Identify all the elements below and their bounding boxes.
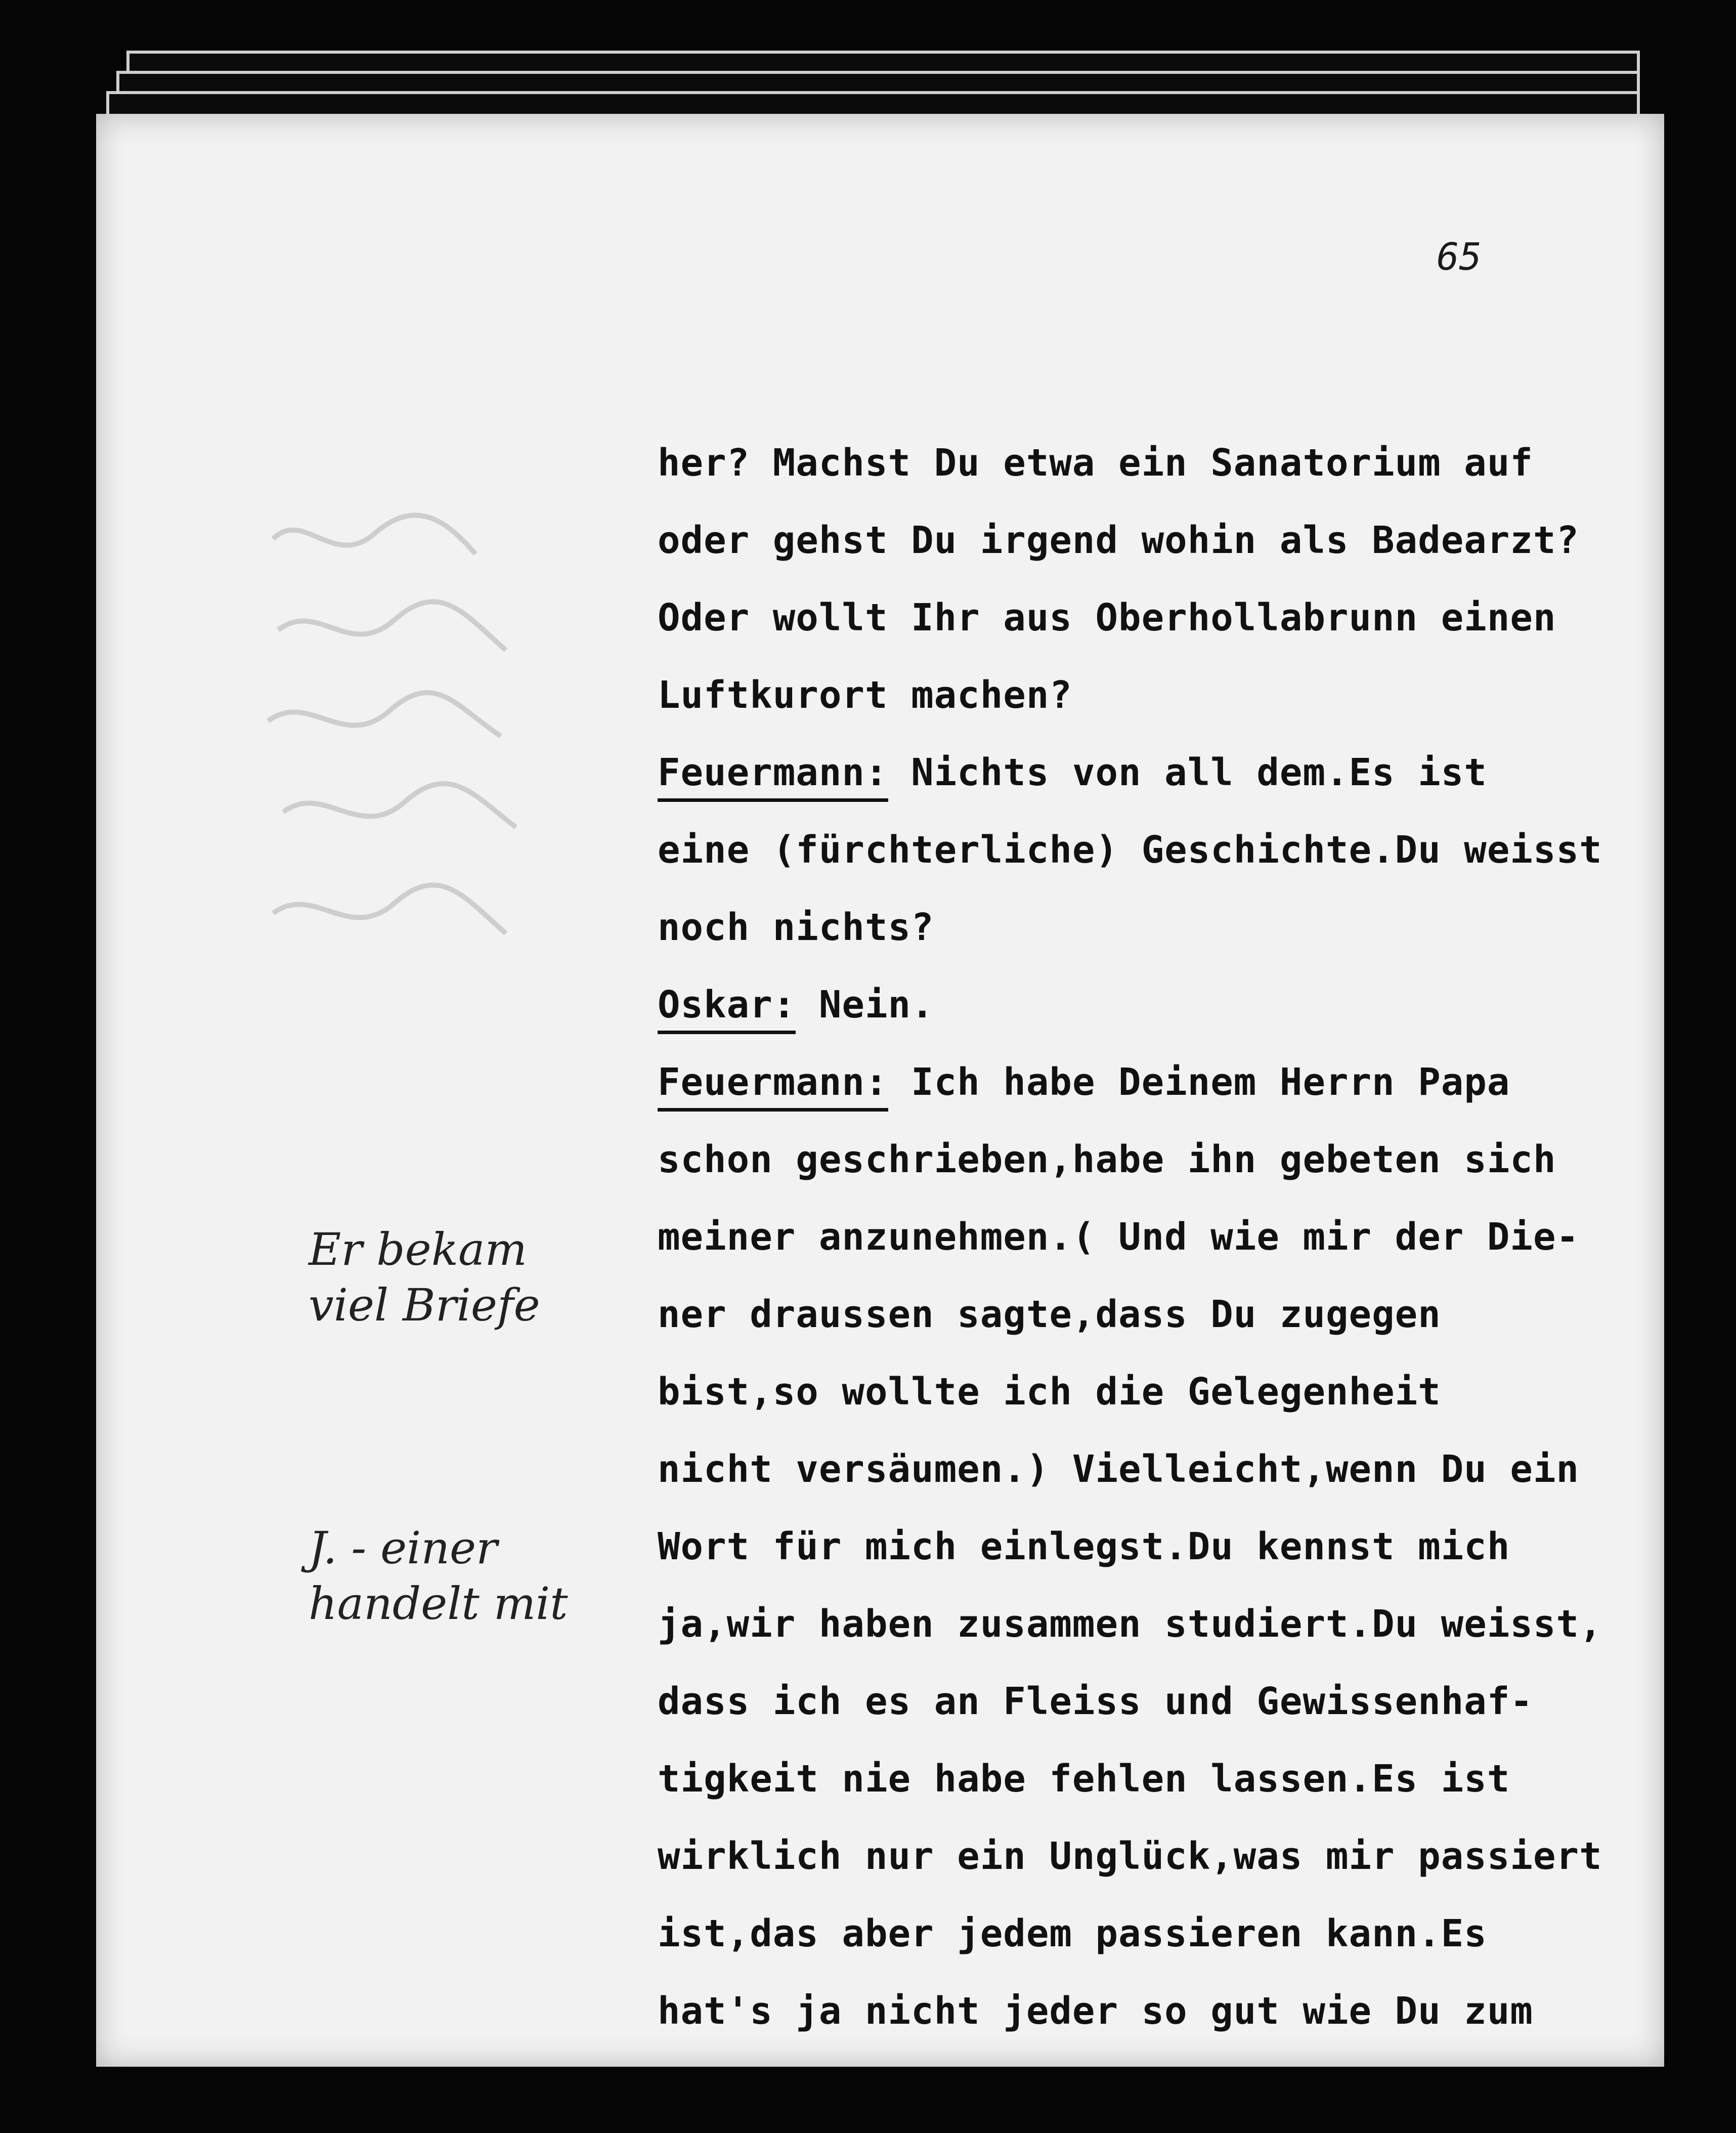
text-line: bist,so wollte ich die Gelegenheit <box>658 1370 1441 1414</box>
text-line: noch nichts? <box>658 906 934 949</box>
manuscript-page <box>96 114 1664 2067</box>
text-line: Luftkurort machen? <box>658 673 1072 717</box>
dialogue-line: Feuermann: Ich habe Deinem Herrn Papa <box>658 1057 1659 1134</box>
handwritten-margin-note: J. - einer handelt mit <box>309 1522 568 1630</box>
text-line: her? Machst Du etwa ein Sanatorium auf <box>658 441 1533 485</box>
text-line: oder gehst Du irgend wohin als Badearzt? <box>658 519 1580 562</box>
text-line: tigkeit nie habe fehlen lassen.Es ist <box>658 1757 1510 1801</box>
text-line: Wort für mich einlegst.Du kennst mich <box>658 1525 1510 1568</box>
text-line: nicht versäumen.) Vielleicht,wenn Du ein <box>658 1447 1580 1491</box>
text-line: ner draussen sagte,dass Du zugegen <box>658 1293 1441 1336</box>
text-line: ja,wir haben zusammen studiert.Du weisst, <box>658 1602 1602 1646</box>
text-line: schon geschrieben,habe ihn gebeten sich <box>658 1138 1556 1181</box>
text-line: eine (fürchterliche) Geschichte.Du weisst <box>658 828 1602 872</box>
dialogue-line: Feuermann: Nichts von all dem.Es ist <box>658 747 1659 825</box>
handwritten-margin-note: Er bekam viel Briefe <box>309 1223 540 1331</box>
text-line: wirklich nur ein Unglück,was mir passiert <box>658 1835 1602 1878</box>
page-number: 65 <box>1437 235 1482 279</box>
text-line: Oder wollt Ihr aus Oberhollabrunn einen <box>658 596 1556 639</box>
speaker-name: Feuermann: <box>658 750 888 802</box>
dialogue-line: Oskar: Nein. <box>658 979 1659 1057</box>
speaker-name: Feuermann: <box>658 1059 888 1112</box>
typed-text-block <box>658 438 1659 2063</box>
text-line: meiner anzunehmen.( Und wie mir der Die- <box>658 1215 1580 1259</box>
speaker-name: Oskar: <box>658 982 796 1034</box>
text-line: ist,das aber jedem passieren kann.Es <box>658 1912 1487 1955</box>
text-line: dass ich es an Fleiss und Gewissenhaf- <box>658 1680 1533 1723</box>
text-line: hat's ja nicht jeder so gut wie Du zum <box>658 1989 1533 2033</box>
faint-handwriting-bleedthrough <box>263 498 546 1004</box>
